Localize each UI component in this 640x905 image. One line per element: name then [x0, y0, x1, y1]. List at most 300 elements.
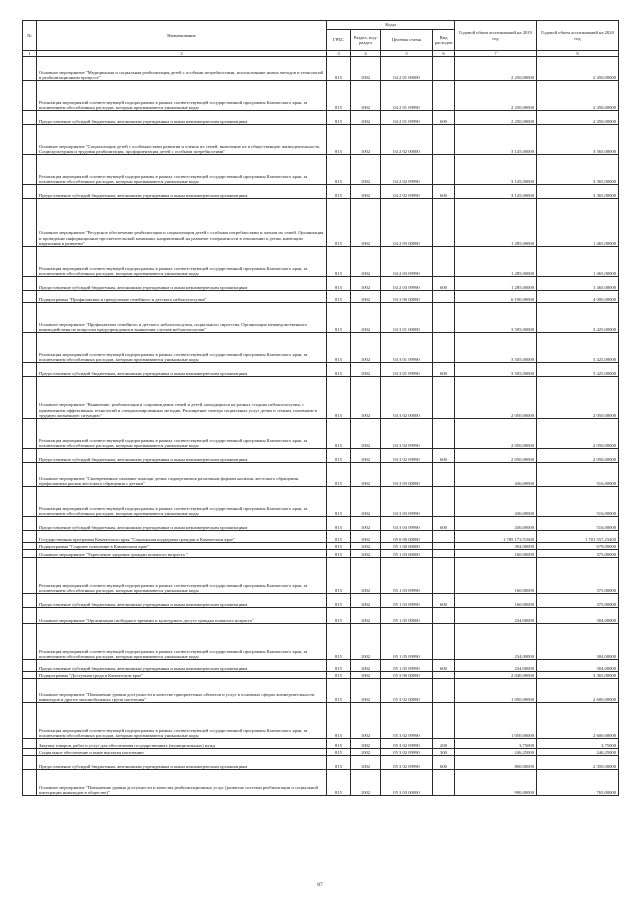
cell-vr: [433, 463, 455, 487]
cell-vr: 200: [433, 739, 455, 749]
cell-vr: 300: [433, 749, 455, 756]
cell-num: [23, 624, 37, 660]
cell-razdel: 1002: [351, 463, 381, 487]
cell-amount-2019: 3 145,00000: [455, 155, 537, 185]
cell-grbs: 815: [327, 81, 351, 111]
cell-amount-2019: 3 145,00000: [455, 125, 537, 155]
cell-amount-2019: 2 050,00000: [455, 449, 537, 463]
cell-csr: 05 1 05 09990: [381, 660, 433, 672]
table-row: [23, 419, 619, 449]
cell-num: [23, 550, 37, 558]
cell-csr: 04 3 01 00000: [381, 303, 433, 333]
cell-csr: 04 3 00 00000: [381, 291, 433, 303]
cell-num: [23, 111, 37, 125]
cell-num: [23, 125, 37, 155]
cell-razdel: 1002: [351, 660, 381, 672]
cell-num: [23, 672, 37, 679]
cell-razdel: 1002: [351, 449, 381, 463]
cell-grbs: 815: [327, 199, 351, 247]
cell-razdel: 1002: [351, 155, 381, 185]
cell-csr: 05 1 03 09990: [381, 558, 433, 594]
cell-num: [23, 199, 37, 247]
cell-vr: [433, 419, 455, 449]
cell-vr: [433, 291, 455, 303]
cell-grbs: 815: [327, 543, 351, 550]
cell-name: Закупка товаров, работ и услуг для обеспечения государственных (муниципальных) нужд: [37, 739, 327, 749]
cell-name: Основное мероприятие "Ресурсное обеспечение реабилитации и социализации детей с особыми потребностями и членов их семей. Организация и проведение информационно-просветительской кампании, направленной на развитие толерантности в отношении к детям, имеющим нарушения в развитии": [37, 199, 327, 247]
table-row: [23, 81, 619, 111]
cell-razdel: 1002: [351, 517, 381, 531]
cell-name: Предоставление субсидий бюджетным, автономным учреждениям и иным некоммерческим организациям: [37, 594, 327, 608]
cell-amount-2020: 2 600,00000: [537, 679, 619, 703]
cell-razdel: 1002: [351, 756, 381, 770]
column-number: 1: [23, 51, 37, 57]
cell-csr: 04 3 02 09990: [381, 449, 433, 463]
cell-csr: 05 1 00 00000: [381, 543, 433, 550]
cell-vr: [433, 81, 455, 111]
table-row: [23, 672, 619, 679]
cell-amount-2020: 516,00000: [537, 487, 619, 517]
cell-amount-2019: 436,00000: [455, 463, 537, 487]
cell-name: Основное мероприятие "Своевременное оказание помощи детям, подвергшимся различным формам насилия, жестокого обращения, профилактика рисков жестокого обращения с детьми": [37, 463, 327, 487]
cell-razdel: 1002: [351, 558, 381, 594]
cell-num: [23, 419, 37, 449]
cell-num: [23, 531, 37, 543]
cell-amount-2019: 1 050,00000: [455, 679, 537, 703]
column-number: 2: [37, 51, 327, 57]
cell-amount-2020: 2 350,00000: [537, 756, 619, 770]
cell-razdel: 1002: [351, 550, 381, 558]
table-body: [23, 57, 619, 796]
cell-razdel: 1002: [351, 111, 381, 125]
cell-csr: 04 2 03 00000: [381, 199, 433, 247]
table-row: [23, 558, 619, 594]
cell-amount-2019: 160,00000: [455, 558, 537, 594]
cell-name: Предоставление субсидий бюджетным, автономным учреждениям и иным некоммерческим организациям: [37, 363, 327, 377]
cell-name: Основное мероприятие "Выявление, реабилитация и сопровождение семей и детей, находящихся на разных стадиях неблагополучия, с применением эффективных технологий и специализированных методик. Расширение спектра социальных услуг детям и семьям, попавшим в трудную жизненную ситуацию": [37, 377, 327, 419]
cell-razdel: 1002: [351, 291, 381, 303]
cell-grbs: 815: [327, 624, 351, 660]
column-number: 6: [433, 51, 455, 57]
table-row: [23, 487, 619, 517]
cell-vr: 600: [433, 756, 455, 770]
cell-csr: 05 1 03 09990: [381, 594, 433, 608]
cell-amount-2019: 3 505,00000: [455, 303, 537, 333]
cell-name: Предоставление субсидий бюджетным, автономным учреждениям и иным некоммерческим организациям: [37, 517, 327, 531]
cell-csr: 04 3 02 09990: [381, 419, 433, 449]
cell-razdel: 1002: [351, 419, 381, 449]
cell-razdel: 1002: [351, 81, 381, 111]
cell-num: [23, 517, 37, 531]
cell-csr: 05 3 03 00000: [381, 770, 433, 796]
cell-vr: [433, 770, 455, 796]
table-row: [23, 377, 619, 419]
cell-name: Основное мероприятие "Повышение уровня доступности в качестве приоритетных объектов и услуг в основных сферах жизнедеятельности инвалидов и других маломобильных групп населения": [37, 679, 327, 703]
cell-amount-2019: 436,00000: [455, 487, 537, 517]
cell-vr: [433, 333, 455, 363]
column-number: 5: [381, 51, 433, 57]
cell-amount-2019: 1 285,00000: [455, 199, 537, 247]
cell-name: Реализация мероприятий соответствующей подпрограммы в рамках соответствующей государственной программы Камчатского края, за исключением обособленных расходов, которым присваиваются уникальные коды: [37, 333, 327, 363]
header-year-2019: Годовой объем ассигнований на 2019 год: [455, 21, 537, 51]
cell-num: [23, 449, 37, 463]
cell-amount-2019: 2 050,00000: [455, 377, 537, 419]
cell-amount-2020: 3 365,00000: [537, 125, 619, 155]
cell-num: [23, 770, 37, 796]
cell-amount-2020: 375,00000: [537, 594, 619, 608]
cell-name: Реализация мероприятий соответствующей подпрограммы в рамках соответствующей государственной программы Камчатского края, за исключением обособленных расходов, которым присваиваются уникальные коды: [37, 624, 327, 660]
cell-grbs: 815: [327, 594, 351, 608]
column-number: 7: [455, 51, 537, 57]
cell-grbs: 815: [327, 463, 351, 487]
table-row: [23, 739, 619, 749]
cell-amount-2020: 2 050,00000: [537, 377, 619, 419]
cell-grbs: 815: [327, 125, 351, 155]
cell-num: [23, 608, 37, 624]
table-row: [23, 277, 619, 291]
cell-vr: [433, 377, 455, 419]
cell-vr: [433, 125, 455, 155]
cell-num: [23, 739, 37, 749]
cell-amount-2020: 1 701 557,23400: [537, 531, 619, 543]
cell-grbs: 815: [327, 517, 351, 531]
cell-name: Основное мероприятие "Организация свободного времени и культурного досуга граждан пожилого возраста": [37, 608, 327, 624]
cell-grbs: 815: [327, 155, 351, 185]
cell-csr: 05 3 02 09990: [381, 703, 433, 739]
cell-amount-2019: 160,00000: [455, 550, 537, 558]
cell-grbs: 815: [327, 672, 351, 679]
cell-razdel: 1002: [351, 125, 381, 155]
cell-name: Реализация мероприятий соответствующей подпрограммы в рамках соответствующей государственной программы Камчатского края, за исключением обособленных расходов, которым присваиваются уникальные коды: [37, 247, 327, 277]
cell-grbs: 815: [327, 749, 351, 756]
cell-num: [23, 756, 37, 770]
cell-grbs: 815: [327, 449, 351, 463]
cell-num: [23, 543, 37, 550]
cell-amount-2020: 2 050,00000: [537, 449, 619, 463]
cell-amount-2020: 304,00000: [537, 624, 619, 660]
cell-amount-2020: 375,00000: [537, 558, 619, 594]
cell-vr: [433, 247, 455, 277]
table-row: [23, 756, 619, 770]
cell-vr: [433, 199, 455, 247]
cell-vr: [433, 608, 455, 624]
cell-razdel: 1002: [351, 199, 381, 247]
cell-vr: 600: [433, 111, 455, 125]
table-row: [23, 247, 619, 277]
cell-vr: [433, 303, 455, 333]
cell-razdel: 1002: [351, 333, 381, 363]
cell-vr: [433, 624, 455, 660]
cell-vr: 600: [433, 517, 455, 531]
cell-razdel: 1002: [351, 57, 381, 81]
cell-razdel: 1002: [351, 487, 381, 517]
cell-csr: 04 2 01 09990: [381, 111, 433, 125]
cell-amount-2019: 2 250,00000: [455, 57, 537, 81]
cell-num: [23, 594, 37, 608]
cell-grbs: 815: [327, 558, 351, 594]
cell-razdel: 1002: [351, 543, 381, 550]
cell-grbs: 815: [327, 57, 351, 81]
cell-csr: 05 3 02 09990: [381, 749, 433, 756]
cell-num: [23, 660, 37, 672]
column-number: 3: [327, 51, 351, 57]
cell-vr: [433, 550, 455, 558]
cell-amount-2020: 2 050,00000: [537, 419, 619, 449]
cell-amount-2020: 2 600,00000: [537, 703, 619, 739]
header-razdel: Раздел, под-раздел: [351, 30, 381, 51]
cell-amount-2020: 1 465,00000: [537, 199, 619, 247]
cell-vr: [433, 155, 455, 185]
cell-amount-2019: 3 505,00000: [455, 333, 537, 363]
cell-name: Реализация мероприятий соответствующей подпрограммы в рамках соответствующей государственной программы Камчатского края, за исключением обособленных расходов, которым присваиваются уникальные коды: [37, 703, 327, 739]
cell-amount-2020: 3 425,00000: [537, 333, 619, 363]
cell-num: [23, 463, 37, 487]
cell-razdel: 1002: [351, 679, 381, 703]
cell-vr: 600: [433, 660, 455, 672]
cell-name: Основное мероприятие "Социализация детей с особенностями развития и членов их семей, включение их в общественную жизнедеятельность. Социокультурная и трудовая реабилитация, профориентация детей с особыми потребностями": [37, 125, 327, 155]
cell-vr: [433, 703, 455, 739]
cell-grbs: 815: [327, 608, 351, 624]
cell-amount-2020: 375,00000: [537, 550, 619, 558]
cell-amount-2019: 800,00000: [455, 756, 537, 770]
cell-razdel: 1002: [351, 377, 381, 419]
cell-amount-2020: 246,25000: [537, 749, 619, 756]
table-row: [23, 463, 619, 487]
cell-amount-2019: 3 505,00000: [455, 363, 537, 377]
cell-name: Предоставление субсидий бюджетным, автономным учреждениям и иным некоммерческим организациям: [37, 660, 327, 672]
cell-razdel: 1002: [351, 185, 381, 199]
cell-amount-2019: 990,00000: [455, 770, 537, 796]
header-name: Наименование: [37, 21, 327, 51]
cell-amount-2020: 3 425,00000: [537, 303, 619, 333]
table-row: [23, 303, 619, 333]
table-row: [23, 679, 619, 703]
cell-vr: [433, 672, 455, 679]
cell-razdel: 1002: [351, 739, 381, 749]
cell-name: Предоставление субсидий бюджетным, автономным учреждениям и иным некоммерческим организациям: [37, 277, 327, 291]
cell-razdel: 1002: [351, 531, 381, 543]
table-row: [23, 199, 619, 247]
cell-name: Реализация мероприятий соответствующей подпрограммы в рамках соответствующей государственной программы Камчатского края, за исключением обособленных расходов, которым присваиваются уникальные коды: [37, 487, 327, 517]
cell-amount-2019: 3,75000: [455, 739, 537, 749]
cell-name: Социальное обеспечение и иные выплаты населению: [37, 749, 327, 756]
table-row: [23, 57, 619, 81]
table-row: [23, 291, 619, 303]
cell-csr: 04 3 03 00000: [381, 463, 433, 487]
cell-name: Предоставление субсидий бюджетным, автономным учреждениям и иным некоммерческим организациям: [37, 185, 327, 199]
cell-num: [23, 487, 37, 517]
table-row: [23, 608, 619, 624]
cell-name: Основное мероприятие "Укрепление здоровья граждан пожилого возраста ": [37, 550, 327, 558]
cell-amount-2019: 2 040,00000: [455, 672, 537, 679]
cell-csr: 04 2 03 09990: [381, 247, 433, 277]
cell-csr: 05 3 02 09990: [381, 756, 433, 770]
table-row: [23, 155, 619, 185]
cell-amount-2019: 2 050,00000: [455, 419, 537, 449]
cell-csr: 04 2 01 00000: [381, 57, 433, 81]
cell-csr: 05 1 05 09990: [381, 624, 433, 660]
cell-razdel: 1002: [351, 594, 381, 608]
cell-amount-2020: 1 465,00000: [537, 247, 619, 277]
cell-name: Предоставление субсидий бюджетным, автономным учреждениям и иным некоммерческим организациям: [37, 756, 327, 770]
cell-amount-2019: 1 785 173,51600: [455, 531, 537, 543]
cell-csr: 05 3 02 09990: [381, 739, 433, 749]
cell-csr: 04 3 03 09990: [381, 517, 433, 531]
cell-amount-2019: 436,00000: [455, 517, 537, 531]
cell-grbs: 815: [327, 291, 351, 303]
table-row: [23, 660, 619, 672]
cell-csr: 05 1 03 00000: [381, 550, 433, 558]
cell-amount-2020: 765,00000: [537, 770, 619, 796]
cell-name: Подпрограмма "Доступная среда в Камчатском крае": [37, 672, 327, 679]
page-number: 87: [317, 882, 323, 888]
cell-grbs: 815: [327, 111, 351, 125]
cell-razdel: 1002: [351, 672, 381, 679]
cell-csr: 04 2 02 09990: [381, 185, 433, 199]
cell-name: Основное мероприятие "Медицинская и социальная реабилитация детей с особыми потребностями, использование новых методов и технологий в реабилитационном процессе": [37, 57, 327, 81]
table-row: [23, 543, 619, 550]
column-number: 4: [351, 51, 381, 57]
cell-name: Предоставление субсидий бюджетным, автономным учреждениям и иным некоммерческим организациям: [37, 449, 327, 463]
cell-amount-2020: 4 000,00000: [537, 291, 619, 303]
cell-amount-2019: 1 285,00000: [455, 277, 537, 291]
cell-amount-2020: 304,00000: [537, 660, 619, 672]
cell-razdel: 1002: [351, 277, 381, 291]
cell-name: Подпрограмма "Старшее поколение в Камчатском крае": [37, 543, 327, 550]
cell-grbs: 815: [327, 660, 351, 672]
cell-amount-2020: 304,00000: [537, 608, 619, 624]
cell-grbs: 815: [327, 277, 351, 291]
table-row: [23, 550, 619, 558]
cell-grbs: 815: [327, 679, 351, 703]
cell-name: Реализация мероприятий соответствующей подпрограммы в рамках соответствующей государственной программы Камчатского края, за исключением обособленных расходов, которым присваиваются уникальные коды: [37, 558, 327, 594]
cell-grbs: 815: [327, 739, 351, 749]
cell-grbs: 815: [327, 377, 351, 419]
cell-csr: 04 2 03 09990: [381, 277, 433, 291]
cell-amount-2020: 3,75000: [537, 739, 619, 749]
cell-csr: 04 3 01 09990: [381, 363, 433, 377]
header-grbs: ГРБС: [327, 30, 351, 51]
cell-vr: [433, 531, 455, 543]
cell-grbs: 815: [327, 185, 351, 199]
cell-amount-2020: 516,00000: [537, 463, 619, 487]
cell-num: [23, 57, 37, 81]
cell-grbs: 815: [327, 363, 351, 377]
cell-amount-2019: 2 250,00000: [455, 111, 537, 125]
cell-vr: 600: [433, 277, 455, 291]
cell-csr: 04 2 01 09990: [381, 81, 433, 111]
budget-page: [22, 20, 618, 796]
cell-amount-2019: 234,00000: [455, 608, 537, 624]
cell-num: [23, 185, 37, 199]
table-row: [23, 125, 619, 155]
table-row: [23, 517, 619, 531]
cell-num: [23, 277, 37, 291]
table-row: [23, 624, 619, 660]
cell-razdel: 1002: [351, 303, 381, 333]
cell-name: Основное мероприятие "Профилактика семейного и детского неблагополучия, социального сиротства. Организация межведомственного взаимодействия по вопросам предупреждения и выявления случаев неблагополучия": [37, 303, 327, 333]
cell-amount-2019: 1 050,00000: [455, 703, 537, 739]
cell-amount-2019: 234,00000: [455, 624, 537, 660]
header-year-2020: Годовой объем ассигнований на 2020 год: [537, 21, 619, 51]
cell-grbs: 815: [327, 303, 351, 333]
cell-amount-2020: 3 365,00000: [537, 185, 619, 199]
budget-table: [22, 20, 619, 796]
cell-num: [23, 81, 37, 111]
cell-grbs: 815: [327, 756, 351, 770]
table-row: [23, 770, 619, 796]
table-row: [23, 333, 619, 363]
cell-csr: 04 2 02 00000: [381, 125, 433, 155]
cell-grbs: 815: [327, 550, 351, 558]
cell-num: [23, 155, 37, 185]
cell-amount-2020: 3 365,00000: [537, 672, 619, 679]
cell-amount-2020: 2 450,00000: [537, 57, 619, 81]
cell-grbs: 815: [327, 247, 351, 277]
cell-csr: 04 2 02 09990: [381, 155, 433, 185]
cell-num: [23, 703, 37, 739]
cell-name: Реализация мероприятий соответствующей подпрограммы в рамках соответствующей государственной программы Камчатского края, за исключением обособленных расходов, которым присваиваются уникальные коды: [37, 155, 327, 185]
table-row: [23, 449, 619, 463]
cell-vr: [433, 679, 455, 703]
cell-amount-2019: 3 145,00000: [455, 185, 537, 199]
cell-amount-2020: 516,00000: [537, 517, 619, 531]
cell-name: Государственная программа Камчатского края "Социальная поддержка граждан в Камчатском крае": [37, 531, 327, 543]
cell-num: [23, 377, 37, 419]
cell-amount-2019: 1 285,00000: [455, 247, 537, 277]
column-number: 8: [537, 51, 619, 57]
cell-razdel: 1002: [351, 770, 381, 796]
cell-razdel: 1002: [351, 363, 381, 377]
cell-amount-2020: 3 365,00000: [537, 155, 619, 185]
cell-amount-2019: 160,00000: [455, 594, 537, 608]
cell-name: Подпрограмма "Профилактика и преодоление семейного и детского неблагополучия": [37, 291, 327, 303]
header-codes: Коды: [327, 21, 455, 30]
cell-amount-2019: 394,00000: [455, 543, 537, 550]
cell-razdel: 1002: [351, 624, 381, 660]
cell-vr: 600: [433, 594, 455, 608]
cell-grbs: 815: [327, 419, 351, 449]
cell-amount-2020: 679,00000: [537, 543, 619, 550]
cell-amount-2019: 234,00000: [455, 660, 537, 672]
cell-num: [23, 363, 37, 377]
cell-razdel: 1002: [351, 749, 381, 756]
cell-vr: 600: [433, 185, 455, 199]
table-row: [23, 749, 619, 756]
cell-amount-2019: 6 100,00000: [455, 291, 537, 303]
header-csr: Целевая статья: [381, 30, 433, 51]
cell-csr: 05 3 02 00000: [381, 679, 433, 703]
table-row: [23, 531, 619, 543]
cell-csr: 05 1 05 00000: [381, 608, 433, 624]
cell-grbs: 815: [327, 531, 351, 543]
cell-vr: [433, 558, 455, 594]
table-row: [23, 111, 619, 125]
table-row: [23, 703, 619, 739]
cell-grbs: 815: [327, 487, 351, 517]
cell-csr: 05 0 00 00000: [381, 531, 433, 543]
cell-grbs: 815: [327, 703, 351, 739]
cell-amount-2020: 2 450,00000: [537, 111, 619, 125]
cell-num: [23, 558, 37, 594]
cell-num: [23, 679, 37, 703]
cell-num: [23, 247, 37, 277]
cell-num: [23, 291, 37, 303]
table-row: [23, 594, 619, 608]
cell-num: [23, 303, 37, 333]
table-row: [23, 185, 619, 199]
cell-name: Предоставление субсидий бюджетным, автономным учреждениям и иным некоммерческим организациям: [37, 111, 327, 125]
